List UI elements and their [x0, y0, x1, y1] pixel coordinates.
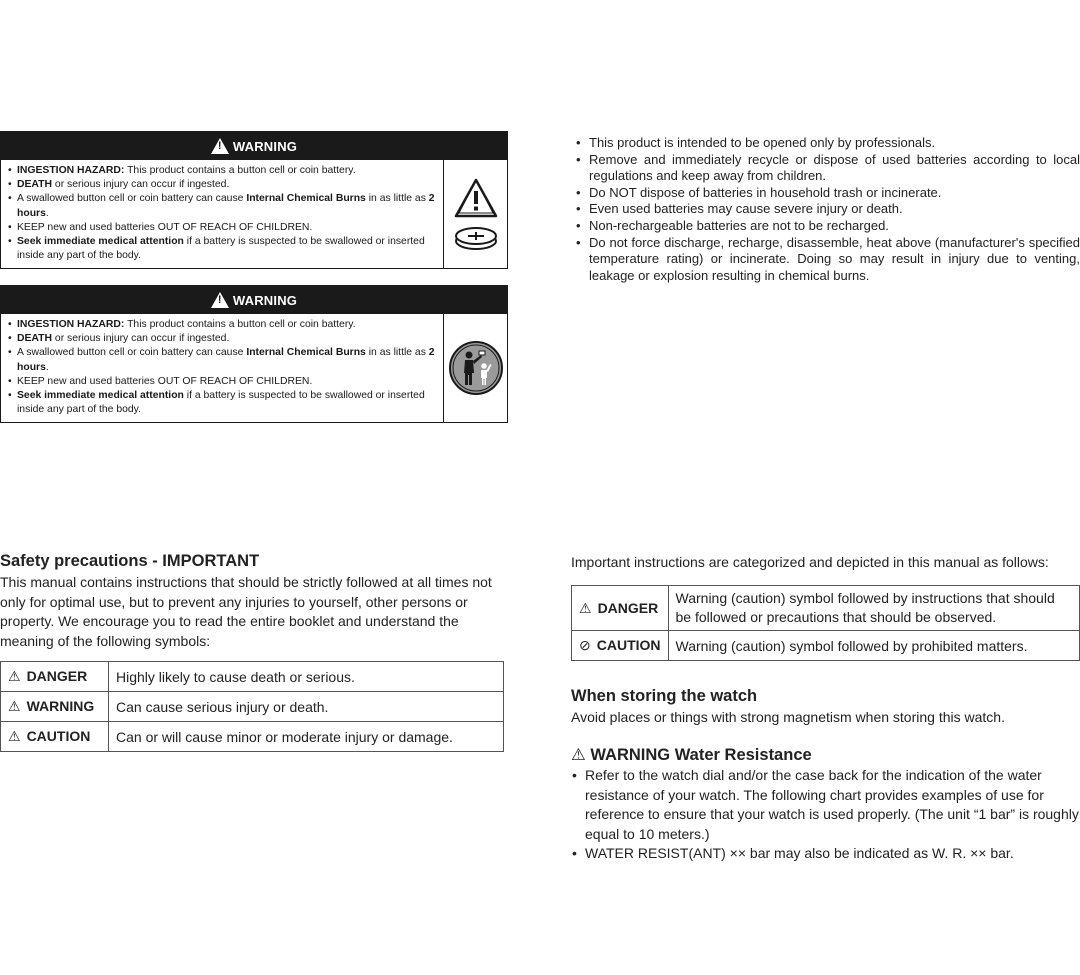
list-item: • A swallowed button cell or coin battery can cause Internal Chemical Burns in as little as 2 hours.: [7, 192, 437, 220]
list-item: • Seek immediate medical attention if a battery is suspected to be swallowed or inserted inside any part of the body.: [7, 235, 437, 263]
danger-label: ⚠ DANGER: [572, 586, 669, 631]
warning-text: [1, 160, 444, 268]
warning-text: [1, 314, 444, 422]
danger-label: ⚠ DANGER: [1, 662, 109, 692]
warning-triangle-icon: ⚠: [8, 698, 21, 714]
list-item: • Seek immediate medical attention if a battery is suspected to be swallowed or inserted inside any part of the body.: [7, 389, 437, 417]
warning-triangle-icon: !: [211, 292, 229, 308]
instructions-intro: Important instructions are categorized and depicted in this manual as follows:: [571, 554, 1049, 570]
table-row: [1, 692, 504, 722]
icon-column: [444, 314, 507, 422]
caution-description: Can or will cause minor or moderate injury or damage.: [109, 722, 504, 752]
list-item: • A swallowed button cell or coin battery can cause Internal Chemical Burns in as little as 2 hours.: [7, 346, 437, 374]
warning-triangle-icon: ⚠: [579, 599, 592, 616]
list-item: • Refer to the watch dial and/or the case back for the indication of the water resistance of your watch. The following chart provides examples of use for reference to ensure that your watch is used properly. (The unit “1 bar” is roughly equal to 10 meters.): [571, 766, 1080, 844]
warning-triangle-icon: ⚠: [8, 668, 21, 684]
battery-notes-list: [574, 135, 1080, 284]
warning-header: ! WARNING: [1, 132, 507, 160]
warning-description: Can cause serious injury or death.: [109, 692, 504, 722]
list-item: • WATER RESIST(ANT) ×× bar may also be indicated as W. R. ×× bar.: [571, 844, 1080, 864]
list-item: • DEATH or serious injury can occur if ingested.: [7, 332, 437, 346]
list-item: • Even used batteries may cause severe injury or death.: [574, 201, 1080, 218]
warning-box-children: [0, 285, 508, 423]
warning-triangle-icon: ⚠: [8, 728, 21, 744]
warning-triangle-icon: ⚠: [571, 746, 586, 764]
warning-box-battery: [0, 131, 508, 269]
list-item: • INGESTION HAZARD: This product contains a button cell or coin battery.: [7, 318, 437, 332]
danger-description: Warning (caution) symbol followed by instructions that should be followed or precautions that should be observed.: [668, 586, 1079, 631]
safety-intro: This manual contains instructions that should be strictly followed at all times not only for optimal use, but to prevent any injuries to yourself, other persons or property. We encourage you to read the entire booklet and understand the meaning of the following symbols:: [0, 574, 492, 649]
list-item: • Remove and immediately recycle or dispose of used batteries according to local regulations and keep away from children.: [574, 152, 1080, 185]
warning-triangle-icon: [453, 177, 499, 219]
list-item: • KEEP new and used batteries OUT OF REACH OF CHILDREN.: [7, 221, 437, 235]
danger-description: Highly likely to cause death or serious.: [109, 662, 504, 692]
prohibited-icon: ⊘: [579, 637, 591, 653]
table-row: [572, 586, 1080, 631]
warning-header: ! WARNING: [1, 286, 507, 314]
caution-description: Warning (caution) symbol followed by prohibited matters.: [668, 631, 1079, 661]
list-item: • INGESTION HAZARD: This product contains a button cell or coin battery.: [7, 164, 437, 178]
caution-label: ⚠ CAUTION: [1, 722, 109, 752]
warning-triangle-icon: !: [211, 138, 229, 154]
list-item: • KEEP new and used batteries OUT OF REACH OF CHILDREN.: [7, 375, 437, 389]
list-item: • DEATH or serious injury can occur if ingested.: [7, 178, 437, 192]
water-resistance-title: ⚠ WARNING Water Resistance: [571, 746, 812, 764]
warning-label: ⚠ WARNING: [1, 692, 109, 722]
table-row: [1, 662, 504, 692]
instructions-table: [571, 585, 1080, 661]
list-item: • This product is intended to be opened only by professionals.: [574, 135, 1080, 152]
list-item: • Non-rechargeable batteries are not to be recharged.: [574, 218, 1080, 235]
table-row: [572, 631, 1080, 661]
storing-text: Avoid places or things with strong magnetism when storing this watch.: [571, 709, 1005, 725]
list-item: • Do NOT dispose of batteries in household trash or incinerate.: [574, 185, 1080, 202]
keep-away-from-children-icon: [448, 340, 504, 396]
water-resistance-list: [571, 766, 1080, 864]
list-item: • Do not force discharge, recharge, disassemble, heat above (manufacturer's specified temperature rating) or incinerate. Doing so may result in injury due to venting, leakage or explosion resulting in chemical burns.: [574, 235, 1080, 285]
icon-column: [444, 160, 507, 268]
table-row: [1, 722, 504, 752]
safety-title: Safety precautions - IMPORTANT: [0, 552, 260, 570]
coin-battery-icon: [453, 225, 499, 251]
caution-label: ⊘ CAUTION: [572, 631, 669, 661]
storing-title: When storing the watch: [571, 687, 758, 705]
safety-symbols-table: [0, 661, 504, 752]
